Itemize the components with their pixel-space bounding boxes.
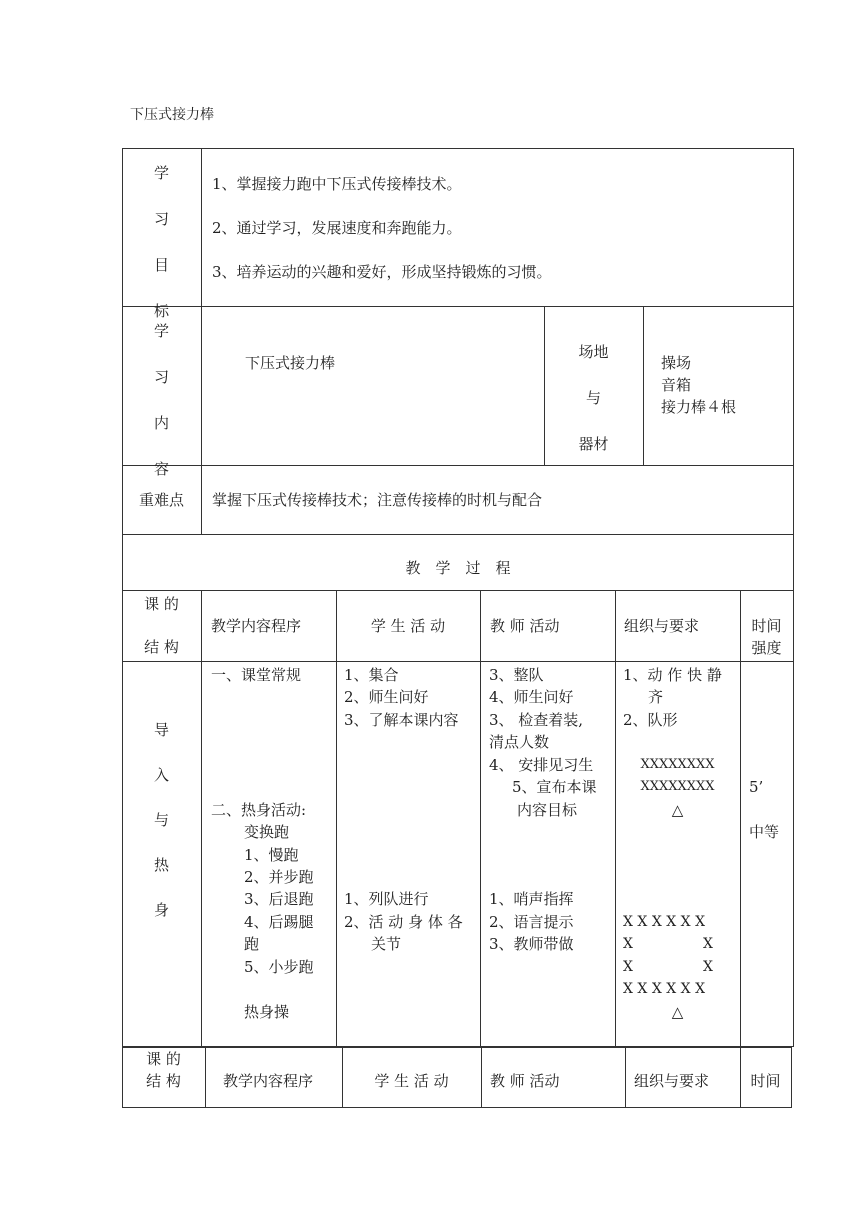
teacher-activity: 清点人数 <box>489 733 550 751</box>
warmup-item: 1、慢跑 <box>244 846 299 864</box>
org-requirement: 2、队形 <box>623 711 678 729</box>
org-requirement: 1、动 作 快 静 <box>623 666 722 684</box>
student-activity: 2、活 动 身 体 各 <box>344 913 463 931</box>
formation-row: X X X X X X <box>623 914 706 930</box>
footer-header-student: 学 生 活 动 <box>374 1072 449 1090</box>
footer-header-time: 时间 <box>750 1072 781 1090</box>
teacher-activity: 3、整队 <box>489 666 544 684</box>
teacher-marker: △ <box>671 1003 684 1021</box>
routine-item: 一、课堂常规 <box>211 666 302 684</box>
header-student: 学 生 活 动 <box>370 617 446 635</box>
header-structure: 结 构 <box>144 638 179 656</box>
content-text: 下压式接力棒 <box>245 354 336 372</box>
section-label: 导 入 与 热 身 <box>153 721 169 919</box>
formation-row: X X <box>623 936 713 952</box>
warmup-title: 二、热身活动: <box>211 801 307 819</box>
footer-header-structure: 课 的 <box>146 1050 181 1068</box>
formation-row: XXXXXXXX <box>640 779 715 794</box>
teacher-activity: 2、语言提示 <box>489 913 574 931</box>
student-activity: 1、列队进行 <box>344 890 429 908</box>
document-title: 下压式接力棒 <box>130 107 214 123</box>
student-activity: 3、了解本课内容 <box>344 711 459 729</box>
org-requirement: 齐 <box>648 688 664 706</box>
key-points-label: 重难点 <box>138 491 184 509</box>
student-activity: 1、集合 <box>344 666 399 684</box>
objective-item: 3、培养运动的兴趣和爱好，形成坚持锻炼的习惯。 <box>212 263 552 281</box>
header-structure: 课 的 <box>144 595 179 613</box>
venue-item: 音箱 <box>661 376 692 394</box>
teacher-activity: 3、 检查着装, <box>489 711 584 729</box>
objective-item: 2、通过学习，发展速度和奔跑能力。 <box>212 219 462 237</box>
content-label: 学 习 内 容 <box>153 322 169 478</box>
footer-header-structure: 结 构 <box>146 1072 181 1090</box>
warmup-item: 5、小步跑 <box>244 958 314 976</box>
footer-header-teacher: 教 师 活动 <box>490 1072 560 1090</box>
warmup-exercise: 热身操 <box>244 1003 290 1021</box>
key-points-text: 掌握下压式传接棒技术；注意传接棒的时机与配合 <box>212 491 543 509</box>
intensity-value: 中等 <box>749 823 780 841</box>
teacher-activity: 内容目标 <box>517 801 578 819</box>
header-intensity: 强度 <box>751 639 782 657</box>
venue-item: 接力棒４根 <box>661 398 737 416</box>
student-activity: 2、师生问好 <box>344 688 429 706</box>
warmup-item: 3、后退跑 <box>244 890 314 908</box>
formation-row: X X <box>623 959 713 975</box>
warmup-item: 4、后踢腿 <box>244 913 314 931</box>
header-teacher: 教 师 活动 <box>490 617 560 635</box>
time-value: 5’ <box>749 778 764 796</box>
footer-header-program: 教学内容程序 <box>223 1072 314 1090</box>
teacher-activity: 4、师生问好 <box>489 688 574 706</box>
teacher-activity: 5、宣布本课 <box>512 778 597 796</box>
header-org: 组织与要求 <box>624 617 700 635</box>
venue-label: 场地 与 器材 <box>578 343 609 453</box>
process-title: 教 学 过 程 <box>405 559 511 577</box>
header-time: 时间 <box>751 617 782 635</box>
header-program: 教学内容程序 <box>211 617 302 635</box>
teacher-activity: 3、教师带做 <box>489 935 574 953</box>
formation-row: XXXXXXXX <box>640 757 715 772</box>
objective-item: 1、掌握接力跑中下压式传接棒技术。 <box>212 175 462 193</box>
formation-row: X X X X X X <box>623 981 706 997</box>
warmup-item: 跑 <box>244 935 260 953</box>
warmup-item: 2、并步跑 <box>244 868 314 886</box>
teacher-activity: 4、 安排见习生 <box>489 756 594 774</box>
footer-header-org: 组织与要求 <box>634 1072 710 1090</box>
warmup-sub: 变换跑 <box>244 823 290 841</box>
objectives-label: 学 习 目 标 <box>153 164 169 320</box>
teacher-marker: △ <box>671 801 684 819</box>
student-activity: 关节 <box>371 935 402 953</box>
teacher-activity: 1、哨声指挥 <box>489 890 574 908</box>
venue-item: 操场 <box>661 354 692 372</box>
